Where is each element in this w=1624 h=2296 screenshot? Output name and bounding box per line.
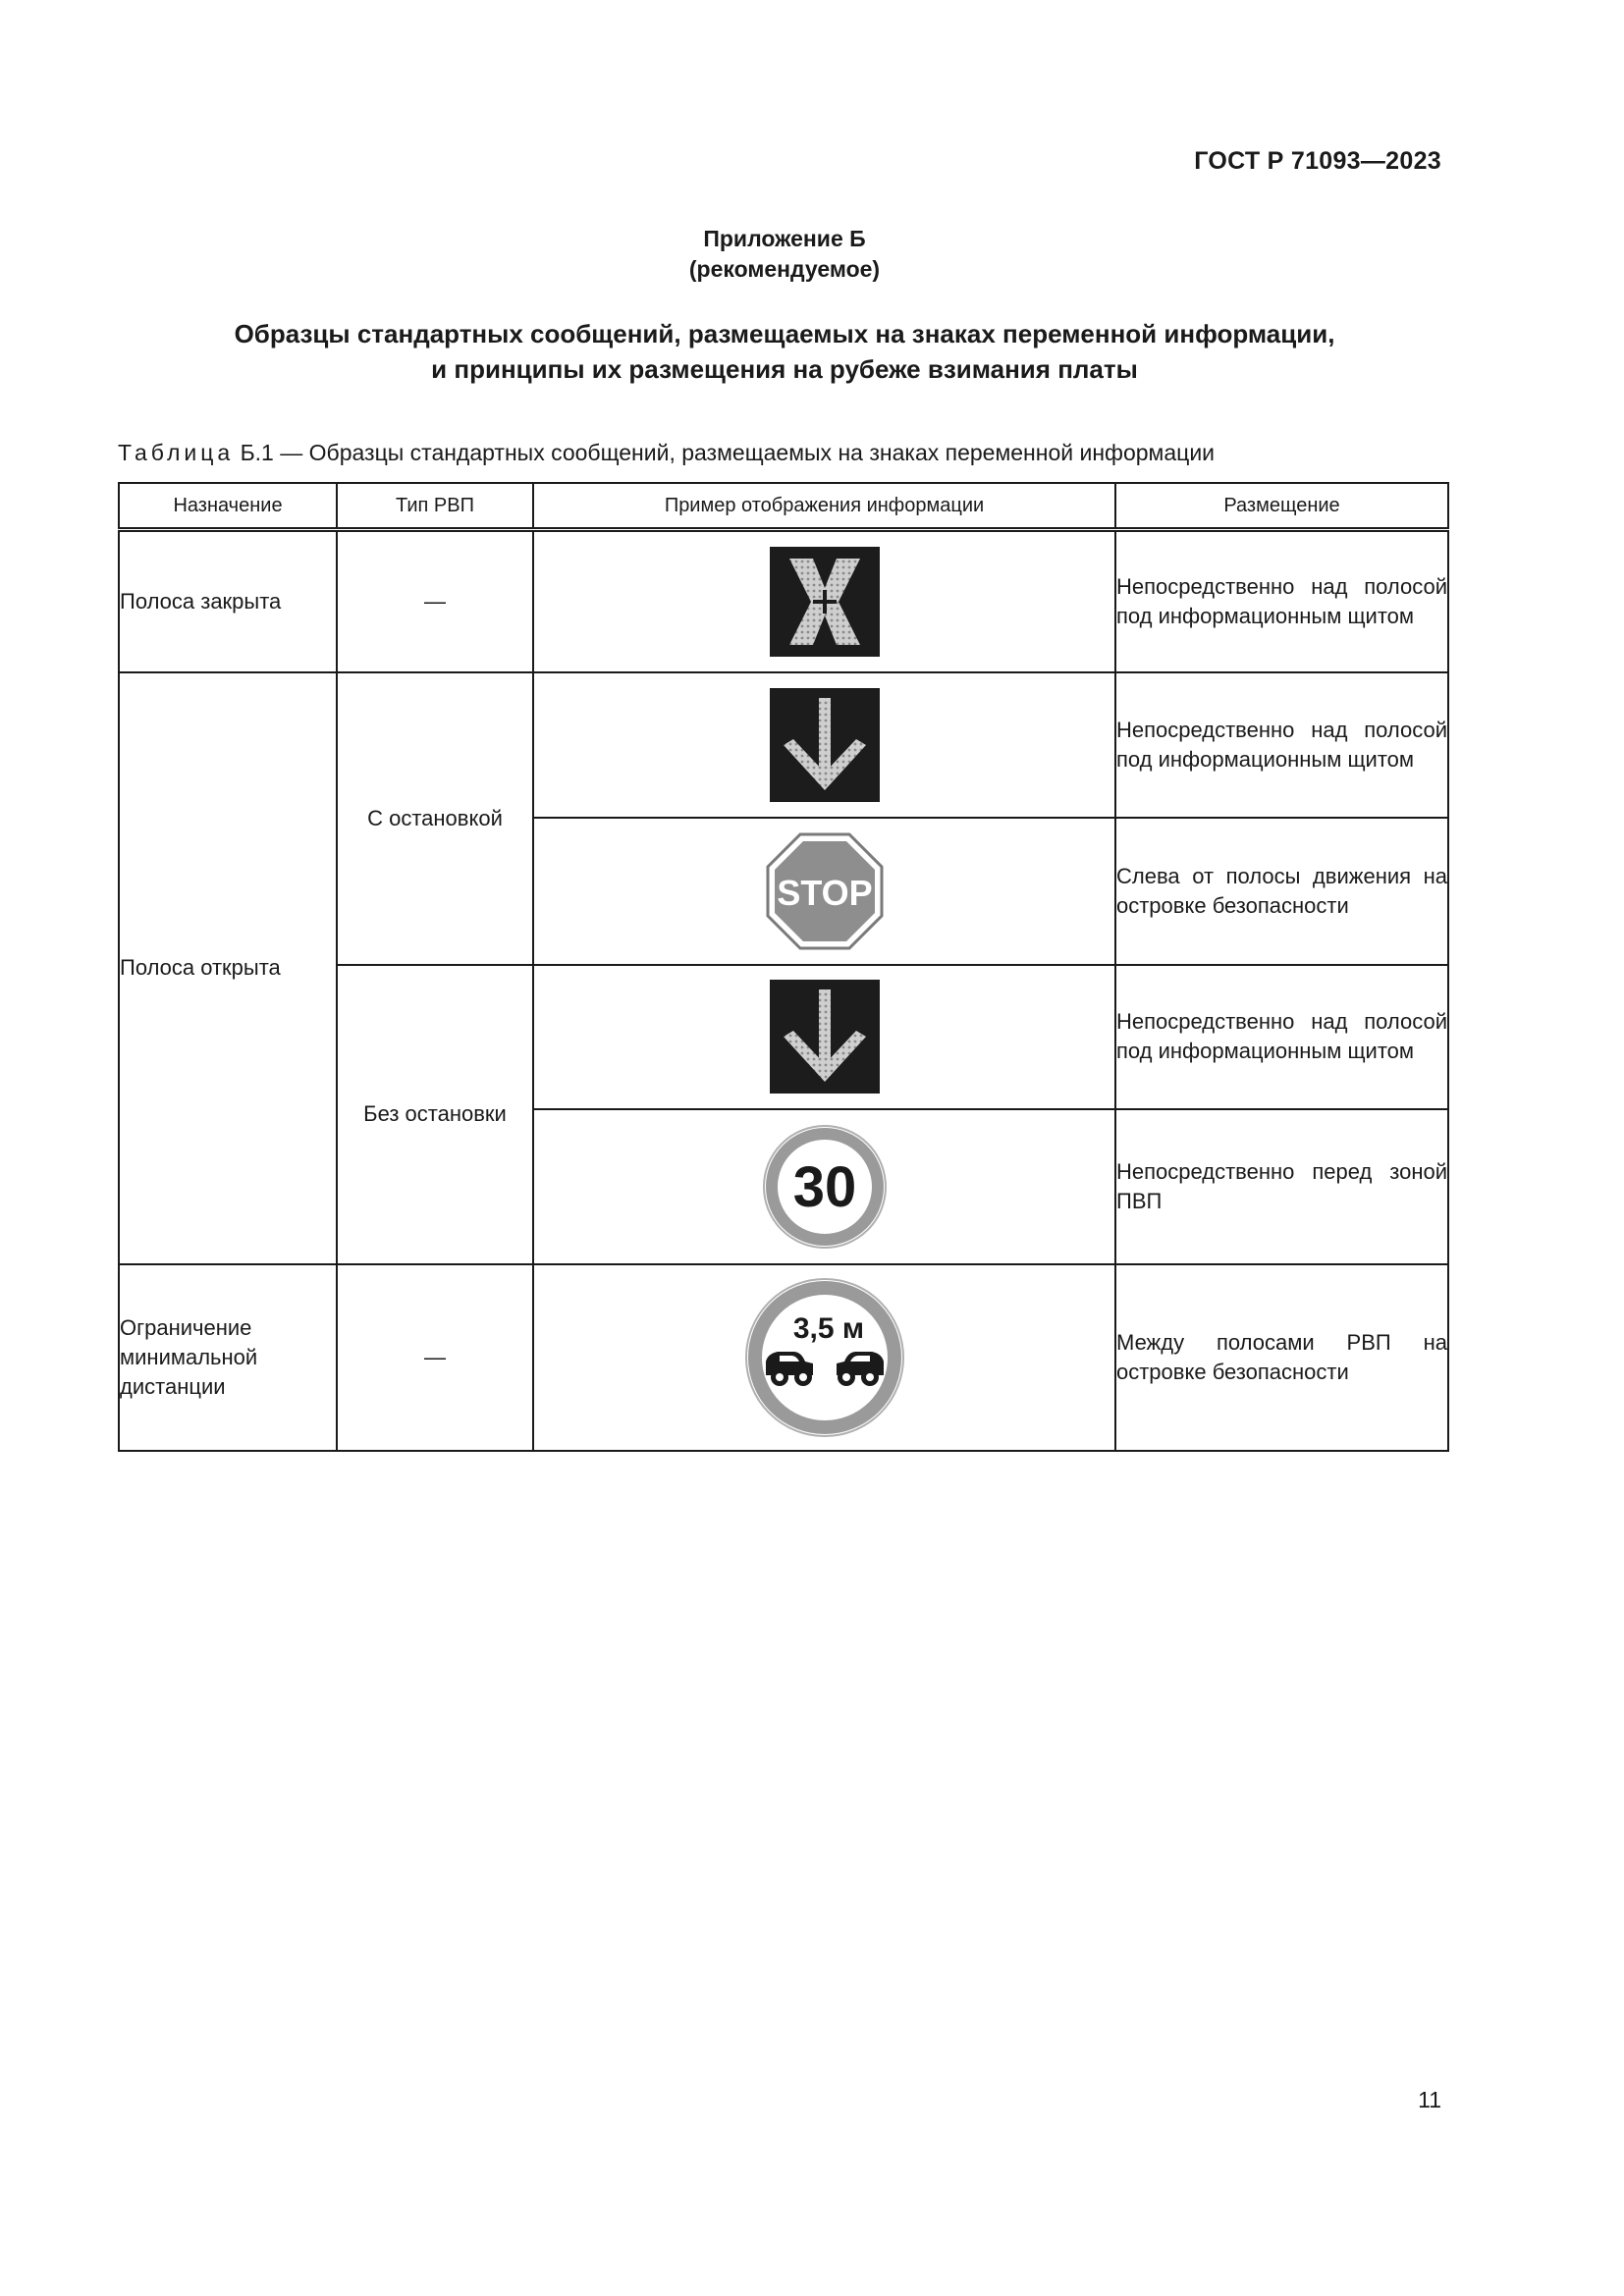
table-caption-label: Таблица [118, 440, 235, 465]
stop-sign-icon [766, 832, 884, 950]
messages-table [118, 482, 1449, 1452]
table-header-row [119, 483, 1448, 530]
example-cell [533, 1109, 1115, 1264]
placement-cell: Непосредственно над полосой под информационным щитом [1115, 672, 1448, 818]
min-distance-text: 3,5 м [792, 1311, 864, 1345]
table-row [119, 530, 1448, 672]
header-placement: Размещение [1115, 483, 1448, 530]
example-cell [533, 672, 1115, 818]
example-cell [533, 818, 1115, 965]
document-title-line-1: Образцы стандартных сообщений, размещаемых на знаках переменной информации, [234, 319, 1335, 348]
appendix-status: (рекомендуемое) [688, 256, 881, 282]
speed-limit-text: 30 [792, 1154, 856, 1219]
table-caption [118, 440, 1215, 466]
example-cell [533, 530, 1115, 672]
placement-cell: Слева от полосы движения на островке безопасности [1115, 818, 1448, 965]
type-cell: С остановкой [337, 672, 533, 965]
page-number: 11 [1418, 2087, 1441, 2112]
type-cell: Без остановки [337, 965, 533, 1264]
placement-cell: Непосредственно над полосой под информационным щитом [1115, 530, 1448, 672]
purpose-cell: Полоса закрыта [119, 530, 337, 672]
type-cell: — [337, 530, 533, 672]
placement-cell: Между полосами РВП на островке безопасности [1115, 1264, 1448, 1451]
stop-sign-text: STOP [776, 872, 873, 913]
purpose-cell: Ограничение минимальной дистанции [119, 1264, 337, 1451]
header-purpose: Назначение [119, 483, 337, 530]
table-caption-text: Б.1 — Образцы стандартных сообщений, размещаемых на знаках переменной информации [234, 440, 1216, 465]
lane-open-arrow-icon [770, 688, 880, 802]
speed-limit-icon [762, 1124, 888, 1250]
min-distance-icon [744, 1277, 905, 1438]
type-cell: — [337, 1264, 533, 1451]
table-row [119, 672, 1448, 818]
placement-cell: Непосредственно над полосой под информационным щитом [1115, 965, 1448, 1109]
appendix-title: Приложение Б [703, 226, 866, 251]
purpose-cell: Полоса открыта [119, 672, 337, 1264]
appendix-heading [0, 224, 1569, 285]
header-type: Тип РВП [337, 483, 533, 530]
placement-cell: Непосредственно перед зоной ПВП [1115, 1109, 1448, 1264]
lane-open-arrow-icon [770, 980, 880, 1094]
example-cell [533, 965, 1115, 1109]
example-cell [533, 1264, 1115, 1451]
document-title [0, 316, 1569, 387]
lane-closed-cross-icon [770, 547, 880, 657]
standard-code: ГОСТ Р 71093—2023 [1194, 147, 1441, 175]
table-row [119, 1264, 1448, 1451]
header-example: Пример отображения информации [533, 483, 1115, 530]
document-title-line-2: и принципы их размещения на рубеже взимания платы [431, 354, 1138, 384]
